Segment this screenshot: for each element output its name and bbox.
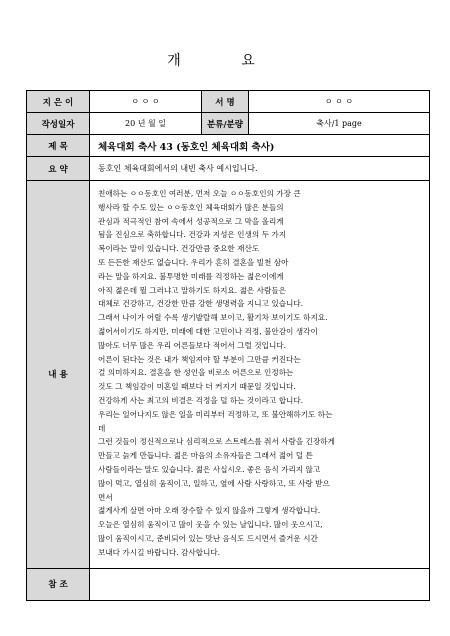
summary-row — [27, 157, 430, 181]
content-line: 많이 먹고, 열심히 움직이고, 일하고, 옆에 사람 사랑하고, 또 사랑 받으 — [98, 478, 330, 488]
content-line: 그래서 나이가 어릴 수록 생기발랄해 보이고, 활기차 보이기도 하지요. — [98, 313, 328, 323]
content-line: 걸 의미하지요. 결혼을 한 성인을 비로소 어른으로 인정하는 — [98, 368, 294, 378]
category-value: 축사/1 page — [249, 113, 430, 135]
content-line: 건강하게 사는 최고의 비결은 걱정을 덜 하는 것이라고 합니다. — [98, 395, 304, 405]
content-line: 그런 것들이 정신적으로나 심리적으로 스트레스를 줘서 사람을 긴장하게 — [98, 437, 335, 447]
content-line: 어른이 된다는 것은 내가 책임져야 할 부분이 그만큼 커진다는 — [98, 354, 301, 364]
reference-label: 참 조 — [27, 568, 90, 600]
author-label: 지 은 이 — [27, 91, 90, 113]
reference-row — [27, 568, 430, 600]
date-row — [27, 113, 430, 135]
content-row — [27, 181, 430, 569]
content-line: 친애하는 ㅇㅇ동호인 여러분, 먼저 오늘 ㅇㅇ동호인의 가장 큰 — [98, 189, 301, 198]
content-line: 아직 젊은데 뭘 그러냐고 말하기도 하지요. 젊은 사람들은 — [98, 285, 287, 295]
document-title: 개 요 — [167, 53, 283, 69]
content-line: 관심과 적극적인 참여 속에서 성공적으로 그 막을 올리게 — [98, 216, 284, 226]
signature-value: ㅇ ㅇ ㅇ — [249, 91, 430, 113]
author-value: ㅇ ㅇ ㅇ — [90, 91, 202, 113]
subject-label: 제 목 — [27, 135, 90, 157]
content-line: 우리는 일어나지도 않은 일을 미리부터 걱정하고, 또 불안해하기도 하는 — [98, 409, 333, 419]
content-line: 젊어서이기도 하지만, 미래에 대한 고민이나 걱정, 불안감이 생각이 — [98, 326, 318, 336]
content-line: 복이라는 말이 있습니다. 건강만큼 중요한 재산도 — [98, 244, 260, 254]
content-line: 보내다 가시길 바랍니다. 감사합니다. — [98, 547, 221, 557]
content-line: 라는 말을 하지요. 불투명한 미래를 걱정하는 젊은이에게 — [98, 271, 284, 281]
content-line: 대체로 건강하고, 건강한 만큼 강한 생명력을 지니고 있습니다. — [98, 299, 304, 309]
summary-form-table — [26, 90, 430, 601]
content-line: 행사라 할 수도 있는 ㅇㅇ동호인 체육대회가 많은 분들의 — [98, 202, 284, 212]
content-line: 또 든든한 재산도 없습니다. 우리가 흔히 결혼을 빌천 삼아 — [98, 257, 289, 267]
content-line: 것도 그 책임감이 미혼일 때보다 더 커지기 때문일 것입니다. — [98, 382, 296, 392]
content-line: 데 — [98, 423, 106, 433]
summary-value: 동호인 체육대회에서의 내빈 축사 예시입니다. — [90, 157, 430, 181]
reference-value — [90, 568, 430, 600]
content-label: 내 용 — [27, 181, 90, 569]
content-body — [90, 181, 430, 569]
content-line: 만들고 늙게 만듭니다. 젊은 마음의 소유자들은 그래서 젊어 덜 튼 — [98, 451, 313, 461]
content-line: 젊게사게 살면 아마 오래 장수할 수 있지 않을까 그렇게 생각합니다. — [98, 506, 321, 516]
content-line: 됨을 진심으로 축하합니다. 건강과 지성은 인생의 두 가지 — [98, 230, 287, 240]
content-line: 오늘은 열심히 움직이고 많이 웃을 수 있는 날입니다. 많이 웃으시고, — [98, 520, 323, 530]
content-line: 많이 움직이시고, 준비되어 있는 맛난 음식도 드시면서 즐거운 시간 — [98, 533, 318, 543]
content-lines — [98, 187, 421, 560]
category-label: 분류/분량 — [202, 113, 249, 135]
date-value: 20 년 월 일 — [90, 113, 202, 135]
content-line: 면서 — [98, 492, 113, 502]
subject-row — [27, 135, 430, 157]
date-label: 작성일자 — [27, 113, 90, 135]
subject-value: 체육대회 축사 43 (동호인 체육대회 축사) — [90, 135, 430, 157]
summary-label: 요 약 — [27, 157, 90, 181]
author-row — [27, 91, 430, 113]
content-line: 많아도 너무 많은 우리 어른들보다 적어서 그럴 것입니다. — [98, 340, 287, 350]
signature-label: 서 명 — [202, 91, 249, 113]
content-line: 사람들이라는 말도 있습니다. 젊은 사십시오. 좋은 음식 가리지 않고 — [98, 464, 321, 474]
